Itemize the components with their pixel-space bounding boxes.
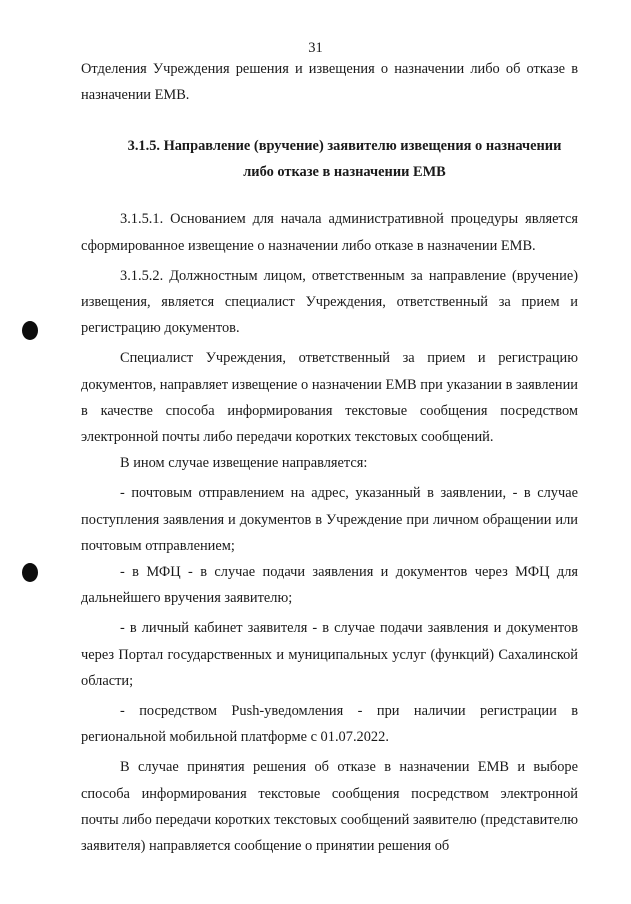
paragraph-3-1-5-2: 3.1.5.2. Должностным лицом, ответственным за направление (вручение) извещения, является специалист Учреждения, ответственный за прием и регистрацию документов. <box>81 267 578 337</box>
page-number: 31 <box>308 40 323 56</box>
continuation-paragraph: Отделения Учреждения решения и извещения о назначении либо об отказе в назначении ЕМВ. <box>81 61 578 104</box>
paragraph-3-1-5-1: 3.1.5.1. Основанием для начала административной процедуры является сформированное извещение о назначении либо отказе в назначении ЕМВ. <box>81 211 578 254</box>
paragraph-otherwise: В ином случае извещение направляется: <box>120 455 368 472</box>
paragraph-refusal: В случае принятия решения об отказе в назначении ЕМВ и выборе способа информирования текстовые сообщения посредством электронной почты либо передачи коротких текстовых сообщений заявителю (представителю заявителя) направляется сообщение о принятии решения об <box>81 759 578 855</box>
punch-hole <box>22 563 38 582</box>
section-heading: 3.1.5. Направление (вручение) заявителю извещения о назначении либо отказе в назначении ЕМВ <box>127 138 562 181</box>
paragraph-specialist: Специалист Учреждения, ответственный за прием и регистрацию документов, направляет извещение о назначении ЕМВ при указании в заявлении в качестве способа информирования текстовые сообщения посредством электронной почты либо передачи коротких текстовых сообщений. <box>81 350 578 446</box>
list-item-push: - посредством Push-уведомления - при наличии регистрации в региональной мобильной платформе с 01.07.2022. <box>81 703 578 746</box>
list-item-mfc: - в МФЦ - в случае подачи заявления и документов через МФЦ для дальнейшего вручения заявителю; <box>81 564 578 607</box>
punch-hole <box>22 321 38 340</box>
list-item-cabinet: - в личный кабинет заявителя - в случае подачи заявления и документов через Портал государственных и муниципальных услуг (функций) Сахалинской области; <box>81 620 578 689</box>
list-item-post: - почтовым отправлением на адрес, указанный в заявлении, - в случае поступления заявления и документов в Учреждение при личном обращении или почтовым отправлением; <box>81 485 578 554</box>
document-body <box>81 56 578 859</box>
